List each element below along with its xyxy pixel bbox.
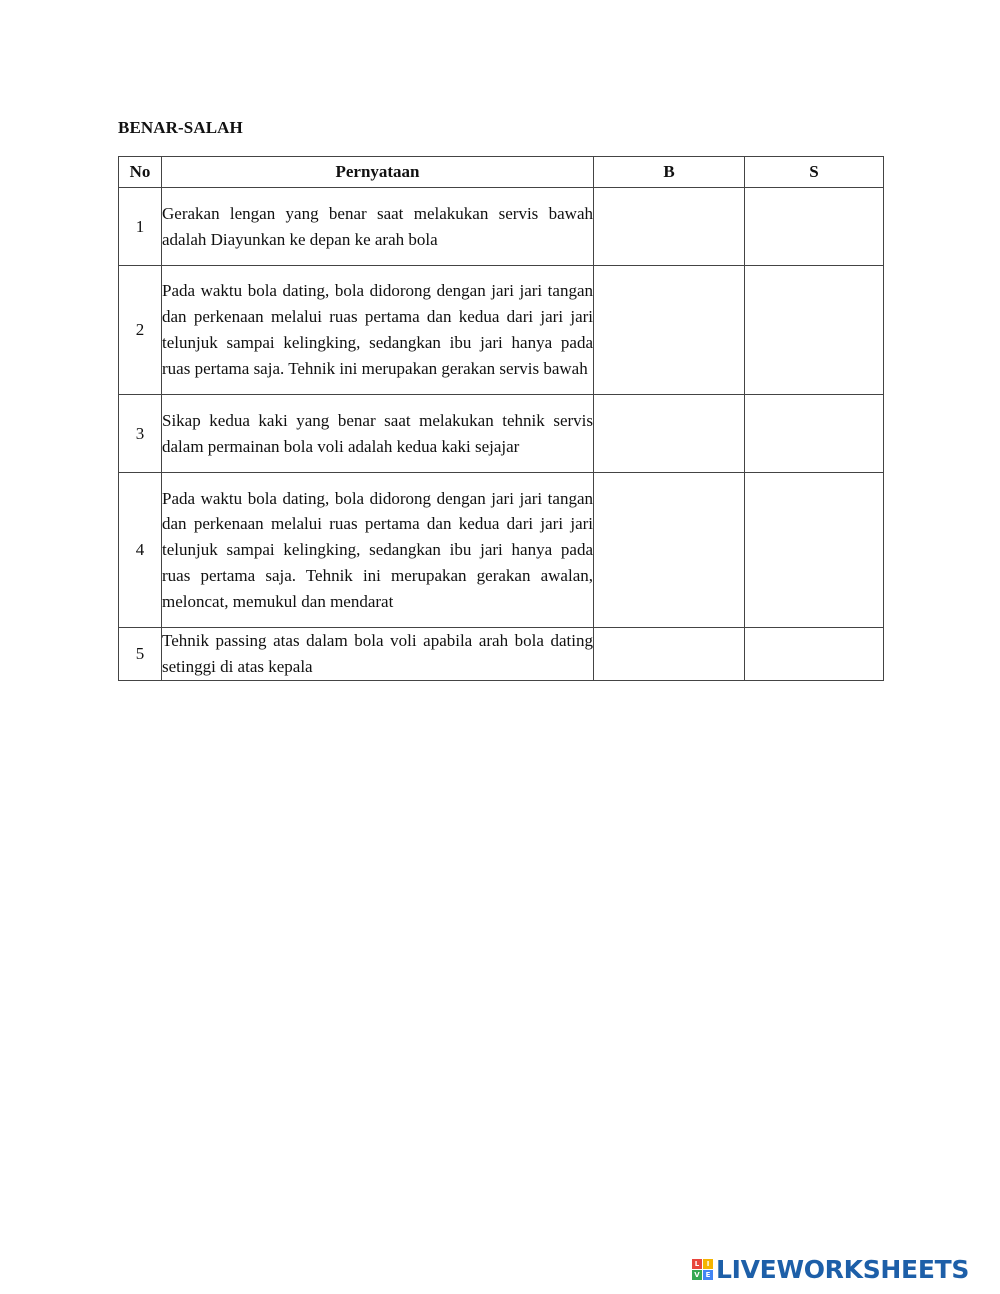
row-statement: Pada waktu bola dating, bola didorong dengan jari jari tangan dan perkenaan melalui ruas pertama dan kedua dari jari jari telunjuk sampai kelingking, sedangkan ibu jari hanya pada ruas pertama saja. Tehnik ini merupakan gerakan awalan, meloncat, memukul dan mendarat	[162, 473, 594, 628]
logo-mark-letter: E	[703, 1270, 713, 1280]
table-row	[119, 473, 884, 628]
true-false-table	[118, 156, 884, 681]
row-number: 1	[119, 188, 162, 266]
answer-cell-s[interactable]	[745, 473, 884, 628]
answer-cell-b[interactable]	[594, 188, 745, 266]
answer-cell-b[interactable]	[594, 395, 745, 473]
row-statement: Tehnik passing atas dalam bola voli apabila arah bola dating setinggi di atas kepala	[162, 628, 594, 681]
row-number: 3	[119, 395, 162, 473]
answer-cell-s[interactable]	[745, 628, 884, 681]
header-statement: Pernyataan	[162, 157, 594, 188]
answer-cell-s[interactable]	[745, 395, 884, 473]
table-header-row	[119, 157, 884, 188]
row-statement: Gerakan lengan yang benar saat melakukan servis bawah adalah Diayunkan ke depan ke arah bola	[162, 188, 594, 266]
row-number: 2	[119, 266, 162, 395]
table-row	[119, 188, 884, 266]
answer-cell-b[interactable]	[594, 473, 745, 628]
logo-mark-letter: V	[692, 1270, 702, 1280]
answer-cell-s[interactable]	[745, 266, 884, 395]
header-b: B	[594, 157, 745, 188]
logo-text: LIVEWORKSHEETS	[716, 1255, 970, 1284]
table-row	[119, 266, 884, 395]
answer-cell-b[interactable]	[594, 628, 745, 681]
table-row	[119, 395, 884, 473]
row-statement: Sikap kedua kaki yang benar saat melakukan tehnik servis dalam permainan bola voli adalah kedua kaki sejajar	[162, 395, 594, 473]
liveworksheets-mark-icon	[692, 1259, 713, 1280]
row-statement: Pada waktu bola dating, bola didorong dengan jari jari tangan dan perkenaan melalui ruas pertama dan kedua dari jari jari telunjuk sampai kelingking, sedangkan ibu jari hanya pada ruas pertama saja. Tehnik ini merupakan gerakan servis bawah	[162, 266, 594, 395]
row-number: 5	[119, 628, 162, 681]
liveworksheets-logo	[692, 1255, 969, 1284]
logo-mark-letter: I	[703, 1259, 713, 1269]
row-number: 4	[119, 473, 162, 628]
worksheet-title: BENAR-SALAH	[118, 118, 243, 137]
logo-mark-letter: L	[692, 1259, 702, 1269]
header-s: S	[745, 157, 884, 188]
header-no: No	[119, 157, 162, 188]
table-row	[119, 628, 884, 681]
answer-cell-s[interactable]	[745, 188, 884, 266]
answer-cell-b[interactable]	[594, 266, 745, 395]
